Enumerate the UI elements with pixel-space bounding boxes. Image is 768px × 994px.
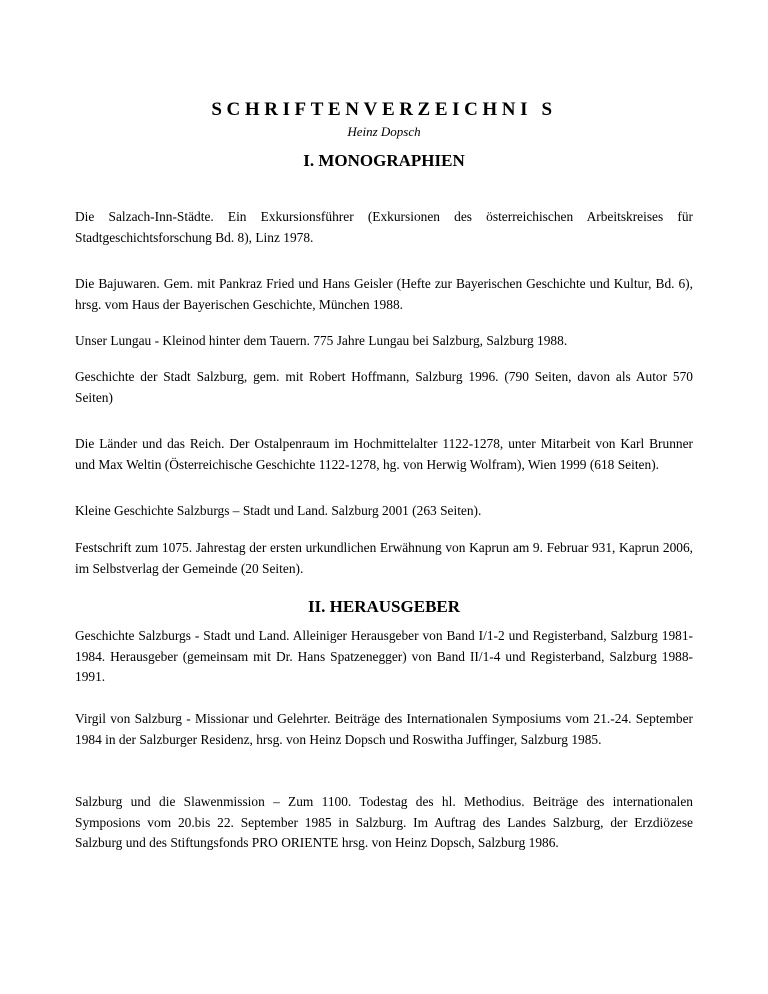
- bibliography-entry: Unser Lungau - Kleinod hinter dem Tauern. 775 Jahre Lungau bei Salzburg, Salzburg 1988.: [75, 333, 568, 348]
- section-heading-monographien: I. MONOGRAPHIEN: [303, 151, 465, 170]
- bibliography-entry: Die Salzach-Inn-Städte. Ein Exkursionsführer (Exkursionen des österreichischen Arbeitskreises für Stadtgeschichtsforschung Bd. 8), Linz 1978.: [75, 209, 693, 245]
- bibliography-entry: Die Länder und das Reich. Der Ostalpenraum im Hochmittelalter 1122-1278, unter Mitarbeit von Karl Brunner und Max Weltin (Österreichische Geschichte 1122-1278, hg. von Herwig Wolfram), Wien 1999 (618 Seiten).: [75, 436, 693, 472]
- bibliography-entry: Kleine Geschichte Salzburgs – Stadt und Land. Salzburg 2001 (263 Seiten).: [75, 503, 482, 518]
- document-author: Heinz Dopsch: [347, 124, 421, 139]
- bibliography-entry: Virgil von Salzburg - Missionar und Gelehrter. Beiträge des Internationalen Symposiums vom 21.-24. September 1984 in der Salzburger Residenz, hrsg. von Heinz Dopsch und Roswitha Juffinger, Salzburg 1985.: [75, 711, 693, 747]
- section-heading-herausgeber: II. HERAUSGEBER: [307, 597, 461, 616]
- bibliography-entry: Geschichte Salzburgs - Stadt und Land. Alleiniger Herausgeber von Band I/1-2 und Registerband, Salzburg 1981-1984. Herausgeber (gemeinsam mit Dr. Hans Spatzenegger) von Band II/1-4 und Registerband, Salzburg 1988-1991.: [75, 628, 693, 684]
- bibliography-entry: Festschrift zum 1075. Jahrestag der ersten urkundlichen Erwähnung von Kaprun am 9. Februar 931, Kaprun 2006, im Selbstverlag der Gemeinde (20 Seiten).: [75, 540, 693, 576]
- bibliography-entry: Salzburg und die Slawenmission – Zum 1100. Todestag des hl. Methodius. Beiträge des internationalen Symposions vom 20.bis 22. September 1985 in Salzburg. Im Auftrag des Landes Salzburg, der Erzdiözese Salzburg und des Stiftungsfonds PRO ORIENTE hrsg. von Heinz Dopsch, Salzburg 1986.: [75, 794, 693, 850]
- bibliography-entry: Die Bajuwaren. Gem. mit Pankraz Fried und Hans Geisler (Hefte zur Bayerischen Geschichte und Kultur, Bd. 6), hrsg. vom Haus der Bayerischen Geschichte, München 1988.: [75, 276, 693, 312]
- document-title: SCHRIFTENVERZEICHNI S: [211, 99, 557, 120]
- bibliography-entry: Geschichte der Stadt Salzburg, gem. mit Robert Hoffmann, Salzburg 1996. (790 Seiten, davon als Autor 570 Seiten): [75, 369, 693, 405]
